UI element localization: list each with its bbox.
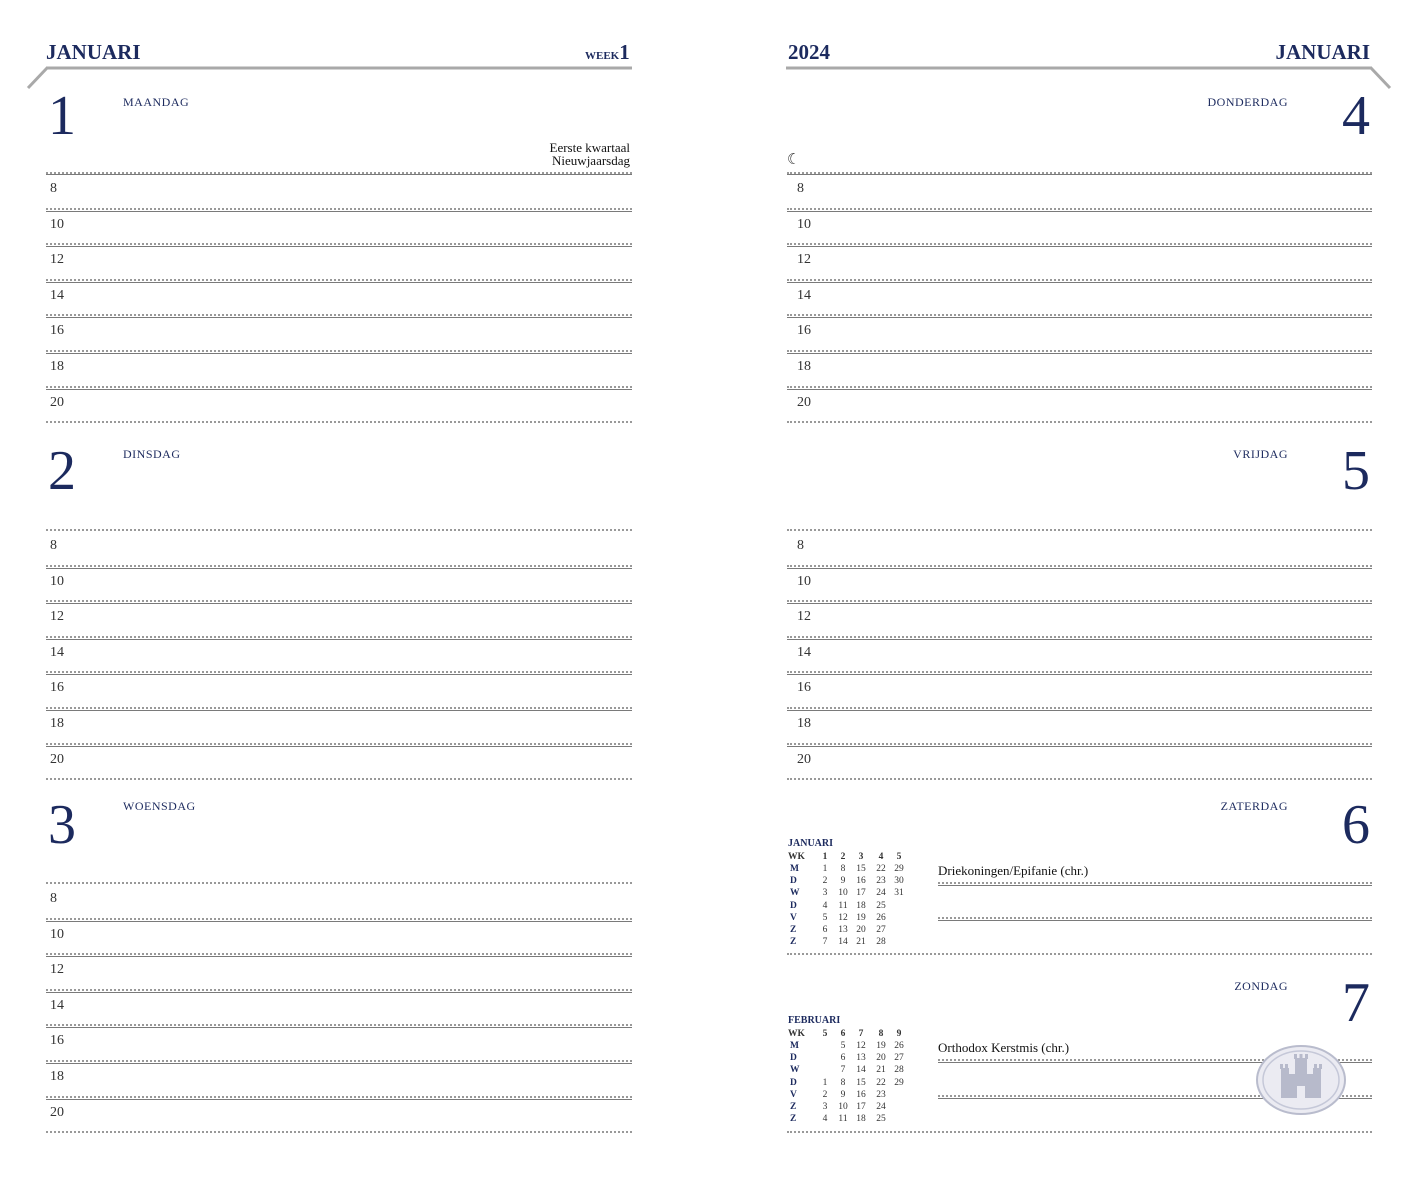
day-name-monday: MAANDAG — [123, 95, 190, 109]
mini-calendar-day-label: Z — [790, 937, 797, 948]
dotted-line — [787, 421, 1372, 423]
mini-calendar-day-label: D — [790, 1053, 797, 1064]
mini-calendar-date: 10 — [838, 888, 848, 899]
hour-label: 12 — [797, 252, 811, 267]
hour-label: 20 — [797, 752, 811, 767]
dotted-line — [46, 707, 632, 709]
dotted-line — [787, 529, 1372, 531]
hour-label: 20 — [797, 395, 811, 410]
hour-slot[interactable] — [817, 569, 1372, 599]
dotted-line — [787, 636, 1372, 638]
hour-label: 12 — [50, 252, 64, 267]
hour-label: 14 — [50, 645, 64, 660]
dotted-line — [46, 600, 632, 602]
hour-label: 16 — [797, 323, 811, 338]
dotted-line — [46, 1131, 632, 1133]
mini-calendar-date: 23 — [876, 1089, 886, 1100]
hour-slot[interactable] — [76, 922, 632, 952]
publisher-emblem-icon — [1255, 1044, 1347, 1116]
mini-calendar-date: 25 — [876, 900, 886, 911]
mini-calendar-date: 12 — [856, 1041, 866, 1051]
dotted-line — [787, 279, 1372, 281]
dotted-line — [787, 778, 1372, 780]
day-number-6: 6 — [1342, 794, 1370, 856]
mini-calendar-date: 21 — [856, 937, 866, 948]
hour-slot[interactable] — [76, 283, 632, 313]
mini-calendar-day-label: D — [790, 876, 797, 887]
mini-calendar-date: 2 — [822, 876, 828, 887]
dotted-line — [787, 707, 1372, 709]
hour-slot[interactable] — [817, 604, 1372, 634]
hour-label: 8 — [797, 181, 804, 196]
mini-calendar-date: 8 — [840, 1077, 846, 1088]
dotted-line — [787, 671, 1372, 673]
hour-slot[interactable] — [817, 390, 1372, 420]
mini-calendar-date: 9 — [840, 1089, 846, 1100]
mini-calendar-day-label: M — [790, 1041, 799, 1051]
mini-calendar-date: 28 — [876, 937, 886, 948]
left-month-title: JANUARI — [46, 40, 141, 64]
hour-label: 14 — [50, 288, 64, 303]
mini-calendar-date: 3 — [822, 1102, 828, 1112]
mini-calendar-week-number: 7 — [858, 1029, 864, 1039]
mini-calendar-day-label: Z — [790, 1114, 797, 1125]
dotted-line — [46, 778, 632, 780]
mini-calendar-date: 5 — [822, 912, 828, 923]
hour-label: 20 — [50, 752, 64, 767]
day-name-saturday: ZATERDAG — [1220, 799, 1288, 813]
mini-calendar-date: 20 — [856, 925, 866, 935]
event-epiphany: Driekoningen/Epifanie (chr.) — [938, 863, 1089, 878]
hour-slot[interactable] — [76, 1100, 632, 1130]
mini-calendar-date: 28 — [894, 1065, 904, 1076]
mini-calendar-day-label: Z — [790, 1102, 797, 1112]
mini-calendar-date: 24 — [876, 888, 886, 899]
day-name-thursday: DONDERDAG — [1207, 95, 1288, 109]
day-name-wednesday: WOENSDAG — [123, 799, 196, 813]
mini-calendar-week-number: 2 — [840, 852, 846, 862]
dotted-line — [46, 386, 632, 388]
dotted-line — [46, 743, 632, 745]
dotted-line — [787, 1131, 1372, 1133]
mini-calendar-title: FEBRUARI — [788, 1015, 841, 1026]
dotted-line — [46, 918, 632, 920]
dotted-line — [46, 1024, 632, 1026]
mini-calendar-date: 21 — [876, 1065, 886, 1076]
mini-calendar-date: 24 — [876, 1102, 886, 1112]
mini-calendar-date: 1 — [822, 864, 828, 874]
mini-calendar-week-number: 6 — [840, 1029, 846, 1039]
mini-calendar-date: 2 — [822, 1089, 828, 1100]
dotted-line — [46, 1096, 632, 1098]
hour-slot[interactable] — [76, 176, 632, 206]
week-number: 1 — [619, 40, 630, 64]
mini-calendar-day-label: V — [790, 1089, 797, 1100]
hour-label: 12 — [50, 609, 64, 624]
dotted-line — [46, 671, 632, 673]
hour-slot[interactable] — [76, 957, 632, 987]
hour-slot[interactable] — [76, 604, 632, 634]
dotted-line — [46, 636, 632, 638]
hour-slot[interactable] — [76, 675, 632, 705]
hour-slot[interactable] — [76, 1028, 632, 1058]
mini-calendar-week-number: 5 — [822, 1029, 828, 1039]
hour-slot[interactable] — [817, 747, 1372, 777]
mini-calendar-title: JANUARI — [788, 838, 833, 849]
mini-calendar-date: 15 — [856, 1077, 866, 1088]
moon-phase-icon: ☾ — [787, 152, 801, 168]
hour-slot[interactable] — [76, 212, 632, 242]
left-header-rule — [26, 64, 632, 92]
dotted-line — [787, 350, 1372, 352]
mini-calendar-day-label: M — [790, 864, 799, 874]
hour-label: 18 — [50, 359, 64, 374]
hour-label: 10 — [797, 574, 811, 589]
mini-calendar-february — [788, 1015, 918, 1130]
hour-label: 14 — [797, 645, 811, 660]
hour-label: 10 — [50, 574, 64, 589]
dotted-line — [46, 314, 632, 316]
mini-calendar-date: 27 — [876, 925, 886, 935]
dotted-line — [46, 529, 632, 531]
mini-calendar-day-label: Z — [790, 925, 797, 935]
hour-label: 18 — [797, 359, 811, 374]
dotted-line — [787, 386, 1372, 388]
event-orthodox-christmas: Orthodox Kerstmis (chr.) — [938, 1040, 1070, 1055]
mini-calendar-date: 14 — [856, 1065, 866, 1076]
mini-calendar-january — [788, 838, 918, 953]
hour-slot[interactable] — [817, 533, 1372, 563]
dotted-line — [938, 917, 1372, 919]
hour-separator — [46, 174, 632, 175]
day-number-4: 4 — [1342, 85, 1370, 147]
dotted-line — [46, 565, 632, 567]
mini-calendar-date: 17 — [856, 1102, 866, 1112]
hour-slot[interactable] — [76, 318, 632, 348]
day-number-2: 2 — [48, 440, 76, 502]
hour-label: 14 — [797, 288, 811, 303]
mini-calendar-wk-label: WK — [788, 852, 805, 862]
mini-calendar-date: 10 — [838, 1102, 848, 1112]
hour-label: 8 — [50, 538, 57, 553]
hour-slot[interactable] — [817, 247, 1372, 277]
hour-slot[interactable] — [817, 176, 1372, 206]
mini-calendar-date: 30 — [894, 876, 904, 887]
mini-calendar-date: 27 — [894, 1053, 904, 1064]
mini-calendar-week-number: 4 — [878, 852, 884, 862]
mini-calendar-date: 13 — [856, 1053, 866, 1064]
hour-slot[interactable] — [76, 1064, 632, 1094]
dotted-line — [46, 208, 632, 210]
mini-calendar-day-label: D — [790, 900, 797, 911]
hour-label: 14 — [50, 998, 64, 1013]
mini-calendar-week-number: 5 — [896, 852, 902, 862]
mini-calendar-date: 17 — [856, 888, 866, 899]
mini-calendar-date: 11 — [838, 900, 848, 911]
day-1-notes — [550, 141, 630, 167]
mini-calendar-date: 26 — [876, 912, 886, 923]
mini-calendar-date: 6 — [840, 1053, 846, 1064]
day-number-1: 1 — [48, 85, 76, 147]
right-month-title: JANUARI — [1275, 40, 1370, 64]
dotted-line — [938, 882, 1372, 884]
mini-calendar-date: 22 — [876, 864, 886, 874]
mini-calendar-date: 1 — [822, 1077, 828, 1088]
mini-calendar-day-label: W — [790, 1065, 800, 1076]
day-number-3: 3 — [48, 794, 76, 856]
hour-separator — [938, 885, 1372, 886]
hour-label: 10 — [797, 217, 811, 232]
mini-calendar-date: 12 — [838, 912, 848, 923]
hour-slot[interactable] — [76, 747, 632, 777]
mini-calendar-date: 19 — [876, 1041, 886, 1051]
hour-slot[interactable] — [76, 711, 632, 741]
note-new-years-day: Nieuwjaarsdag — [552, 153, 630, 168]
hour-slot[interactable] — [76, 533, 632, 563]
mini-calendar-date: 4 — [822, 1114, 828, 1125]
hour-label: 18 — [50, 1069, 64, 1084]
day-name-friday: VRIJDAG — [1233, 447, 1288, 461]
hour-slot[interactable] — [817, 675, 1372, 705]
hour-label: 16 — [50, 323, 64, 338]
mini-calendar-date: 20 — [876, 1053, 886, 1064]
dotted-line — [787, 953, 1372, 955]
hour-label: 10 — [50, 927, 64, 942]
mini-calendar-date: 26 — [894, 1041, 904, 1051]
hour-slot[interactable] — [817, 283, 1372, 313]
hour-slot[interactable] — [76, 993, 632, 1023]
mini-calendar-date: 13 — [838, 925, 848, 935]
hour-slot[interactable] — [76, 390, 632, 420]
hour-label: 8 — [50, 181, 57, 196]
day-number-7: 7 — [1342, 972, 1370, 1034]
hour-label: 20 — [50, 1105, 64, 1120]
hour-label: 8 — [797, 538, 804, 553]
hour-slot[interactable] — [76, 886, 632, 916]
hour-label: 8 — [50, 891, 57, 906]
hour-label: 12 — [50, 962, 64, 977]
mini-calendar-date: 29 — [894, 1077, 904, 1088]
mini-calendar-date: 16 — [856, 876, 866, 887]
mini-calendar-date: 15 — [856, 864, 866, 874]
hour-slot[interactable] — [817, 354, 1372, 384]
mini-calendar-date: 14 — [838, 937, 848, 948]
hour-slot[interactable] — [76, 247, 632, 277]
mini-calendar-date: 18 — [856, 1114, 866, 1125]
dotted-line — [46, 279, 632, 281]
dotted-line — [46, 953, 632, 955]
mini-calendar-date: 25 — [876, 1114, 886, 1125]
mini-calendar-week-number: 1 — [822, 852, 828, 862]
mini-calendar-date: 11 — [838, 1114, 848, 1125]
mini-calendar-date: 9 — [840, 876, 846, 887]
mini-calendar-wk-label: WK — [788, 1029, 805, 1039]
mini-calendar-date: 3 — [822, 888, 828, 899]
dotted-line — [787, 743, 1372, 745]
hour-label: 12 — [797, 609, 811, 624]
dotted-line — [787, 600, 1372, 602]
dotted-line — [46, 1060, 632, 1062]
mini-calendar-day-label: W — [790, 888, 800, 899]
mini-calendar-day-label: V — [790, 912, 797, 923]
dotted-line — [787, 565, 1372, 567]
mini-calendar-date: 16 — [856, 1089, 866, 1100]
right-year-title: 2024 — [788, 40, 830, 64]
hour-separator — [938, 920, 1372, 921]
dotted-line — [787, 208, 1372, 210]
dotted-line — [46, 350, 632, 352]
mini-calendar-date: 7 — [822, 937, 828, 948]
mini-calendar-date: 7 — [840, 1065, 846, 1076]
mini-calendar-week-number: 8 — [878, 1029, 884, 1039]
mini-calendar-date: 8 — [840, 864, 846, 874]
mini-calendar-date: 31 — [894, 888, 904, 899]
note-first-quarter: Eerste kwartaal — [549, 140, 630, 155]
hour-slot[interactable] — [817, 711, 1372, 741]
hour-label: 10 — [50, 217, 64, 232]
right-header-rule — [786, 64, 1392, 92]
mini-calendar-date: 22 — [876, 1077, 886, 1088]
hour-separator — [787, 174, 1372, 175]
hour-slot[interactable] — [817, 212, 1372, 242]
hour-label: 16 — [50, 680, 64, 695]
week-indicator — [585, 40, 630, 65]
day-name-sunday: ZONDAG — [1234, 979, 1288, 993]
dotted-line — [46, 989, 632, 991]
hour-slot[interactable] — [76, 569, 632, 599]
hour-slot[interactable] — [76, 640, 632, 670]
dotted-line — [787, 314, 1372, 316]
dotted-line — [46, 421, 632, 423]
hour-label: 16 — [50, 1033, 64, 1048]
hour-label: 18 — [50, 716, 64, 731]
mini-calendar-date: 6 — [822, 925, 828, 935]
day-name-tuesday: DINSDAG — [123, 447, 181, 461]
dotted-line — [46, 882, 632, 884]
mini-calendar-date: 4 — [822, 900, 828, 911]
mini-calendar-date: 29 — [894, 864, 904, 874]
hour-slot[interactable] — [817, 318, 1372, 348]
mini-calendar-date: 18 — [856, 900, 866, 911]
hour-label: 18 — [797, 716, 811, 731]
mini-calendar-date: 23 — [876, 876, 886, 887]
mini-calendar-day-label: D — [790, 1077, 797, 1088]
mini-calendar-date: 19 — [856, 912, 866, 923]
hour-slot[interactable] — [76, 354, 632, 384]
day-number-5: 5 — [1342, 440, 1370, 502]
dotted-line — [46, 243, 632, 245]
mini-calendar-date: 5 — [840, 1041, 846, 1051]
week-label: WEEK — [585, 50, 620, 62]
hour-label: 20 — [50, 395, 64, 410]
hour-slot[interactable] — [817, 640, 1372, 670]
hour-label: 16 — [797, 680, 811, 695]
mini-calendar-week-number: 9 — [896, 1029, 902, 1039]
dotted-line — [787, 243, 1372, 245]
mini-calendar-week-number: 3 — [858, 852, 864, 862]
